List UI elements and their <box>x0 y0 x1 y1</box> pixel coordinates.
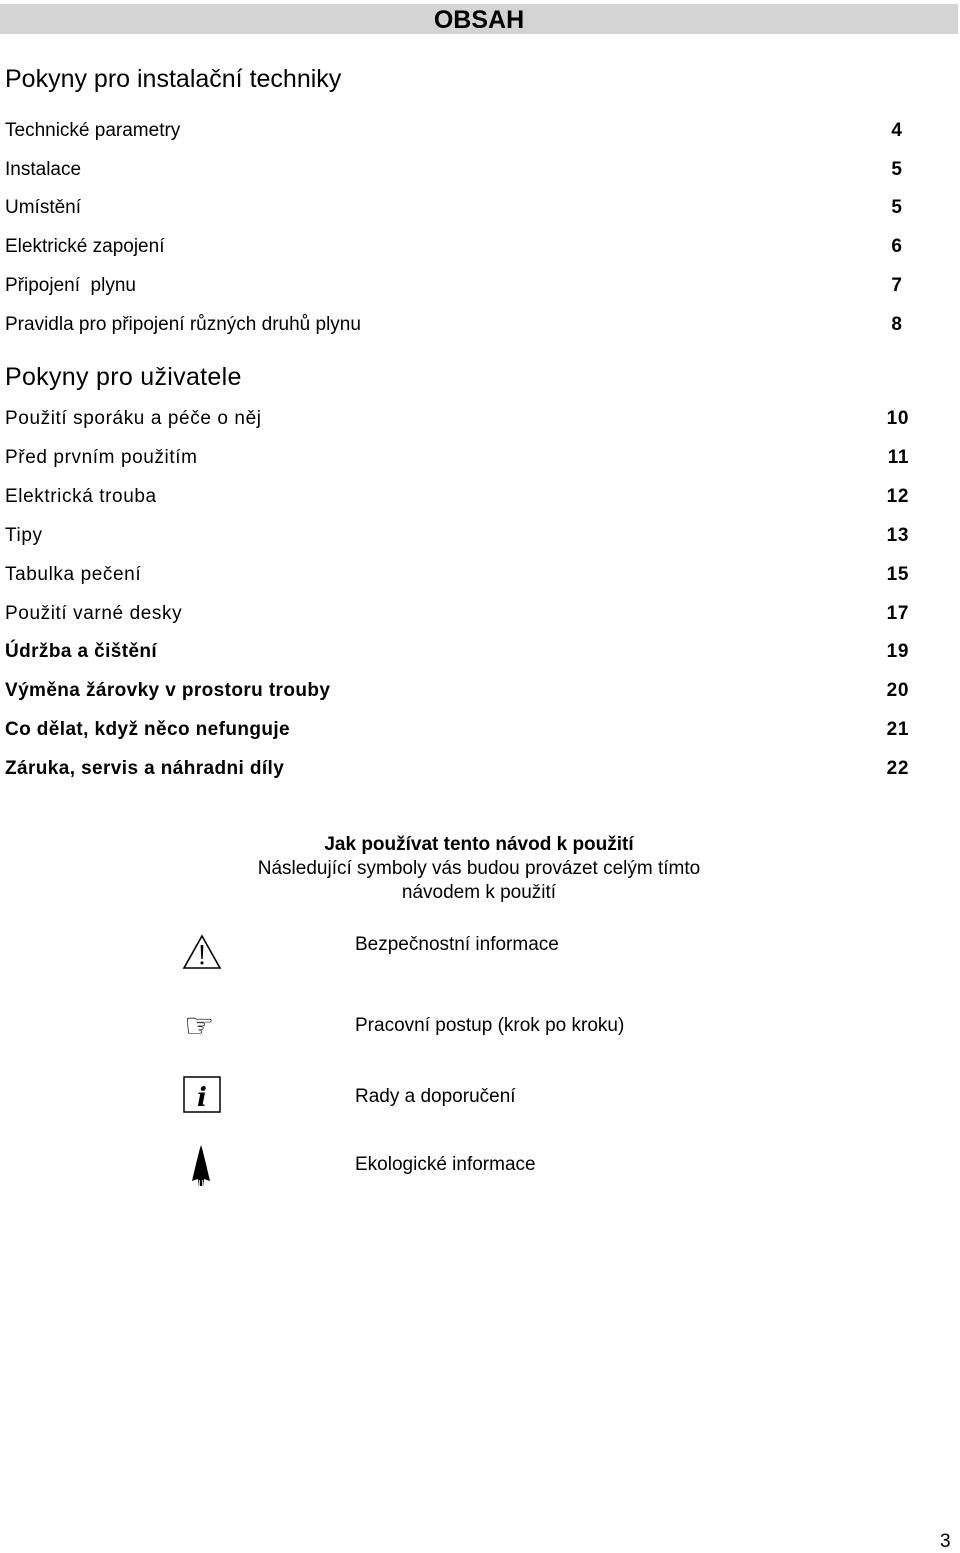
svg-text:☞: ☞ <box>184 1006 215 1046</box>
page-number: 3 <box>940 1531 951 1552</box>
toc-item[interactable] <box>5 640 909 664</box>
toc-item-label: Instalace <box>5 159 82 180</box>
user-section-title: Pokyny pro uživatele <box>5 363 242 391</box>
usage-title: Jak používat tento návod k použití <box>324 834 634 855</box>
toc-item-page: 15 <box>886 564 909 585</box>
tree-icon <box>183 1144 223 1184</box>
symbol-label-ecology: Ekologické informace <box>355 1154 536 1175</box>
toc-item-page: 10 <box>886 408 909 429</box>
toc-item-label: Elektrické zapojení <box>5 236 165 257</box>
svg-text:i: i <box>197 1083 207 1113</box>
usage-description: Následující symboly vás budou provázet celým tímto návodem k použití <box>257 858 701 903</box>
toc-item-label: Použití varné desky <box>5 603 183 624</box>
toc-item-page: 17 <box>886 603 909 624</box>
toc-item[interactable] <box>5 718 909 742</box>
toc-item[interactable] <box>5 485 909 509</box>
toc-item-label: Technické parametry <box>5 120 181 141</box>
toc-item-label: Pravidla pro připojení různých druhů plynu <box>5 314 361 335</box>
toc-item[interactable] <box>5 524 909 548</box>
toc-item-page: 11 <box>887 447 909 468</box>
toc-item-page: 21 <box>886 719 909 740</box>
toc-item-label: Použití sporáku a péče o něj <box>5 408 262 429</box>
symbol-label-tips: Rady a doporučení <box>355 1086 516 1107</box>
toc-item-page: 8 <box>891 314 902 335</box>
toc-item-label: Tabulka pečení <box>5 564 142 585</box>
toc-item[interactable] <box>5 158 902 182</box>
toc-item[interactable] <box>5 563 909 587</box>
toc-item-label: Připojení plynu <box>5 275 136 296</box>
toc-item-label: Umístění <box>5 197 82 218</box>
toc-item-label: Záruka, servis a náhradni díly <box>5 758 285 779</box>
toc-item-page: 20 <box>886 680 909 701</box>
usage-intro <box>0 833 958 905</box>
toc-item[interactable] <box>5 446 909 470</box>
toc-item[interactable] <box>5 313 902 337</box>
toc-item-page: 19 <box>886 641 909 662</box>
symbol-label-procedure: Pracovní postup (krok po kroku) <box>355 1015 625 1036</box>
toc-item[interactable] <box>5 407 909 431</box>
toc-item-label: Tipy <box>5 525 43 546</box>
info-icon <box>183 1076 223 1116</box>
toc-item[interactable] <box>5 196 902 220</box>
toc-item-label: Údržba a čištění <box>5 641 158 662</box>
toc-item-page: 7 <box>891 275 902 296</box>
toc-item-label: Před prvním použitím <box>5 447 198 468</box>
installer-section-title: Pokyny pro instalační techniky <box>5 65 342 93</box>
toc-item-label: Výměna žárovky v prostoru trouby <box>5 680 331 701</box>
toc-item-page: 5 <box>891 197 902 218</box>
toc-item-page: 12 <box>886 486 909 507</box>
warning-triangle-icon <box>182 932 222 972</box>
toc-item-page: 4 <box>891 120 902 141</box>
toc-item[interactable] <box>5 679 909 703</box>
toc-item-page: 22 <box>886 758 909 779</box>
toc-item-page: 13 <box>886 525 909 546</box>
toc-item-label: Co dělat, když něco nefunguje <box>5 719 291 740</box>
toc-item[interactable] <box>5 757 909 781</box>
toc-item[interactable] <box>5 119 902 143</box>
toc-item-page: 5 <box>891 159 902 180</box>
toc-item-page: 6 <box>891 236 902 257</box>
toc-item[interactable] <box>5 602 909 626</box>
symbol-label-safety: Bezpečnostní informace <box>355 934 559 955</box>
toc-item[interactable] <box>5 235 902 259</box>
page-title: OBSAH <box>433 6 525 34</box>
toc-item[interactable] <box>5 274 902 298</box>
toc-item-label: Elektrická trouba <box>5 486 157 507</box>
pointing-hand-icon <box>184 1006 224 1046</box>
